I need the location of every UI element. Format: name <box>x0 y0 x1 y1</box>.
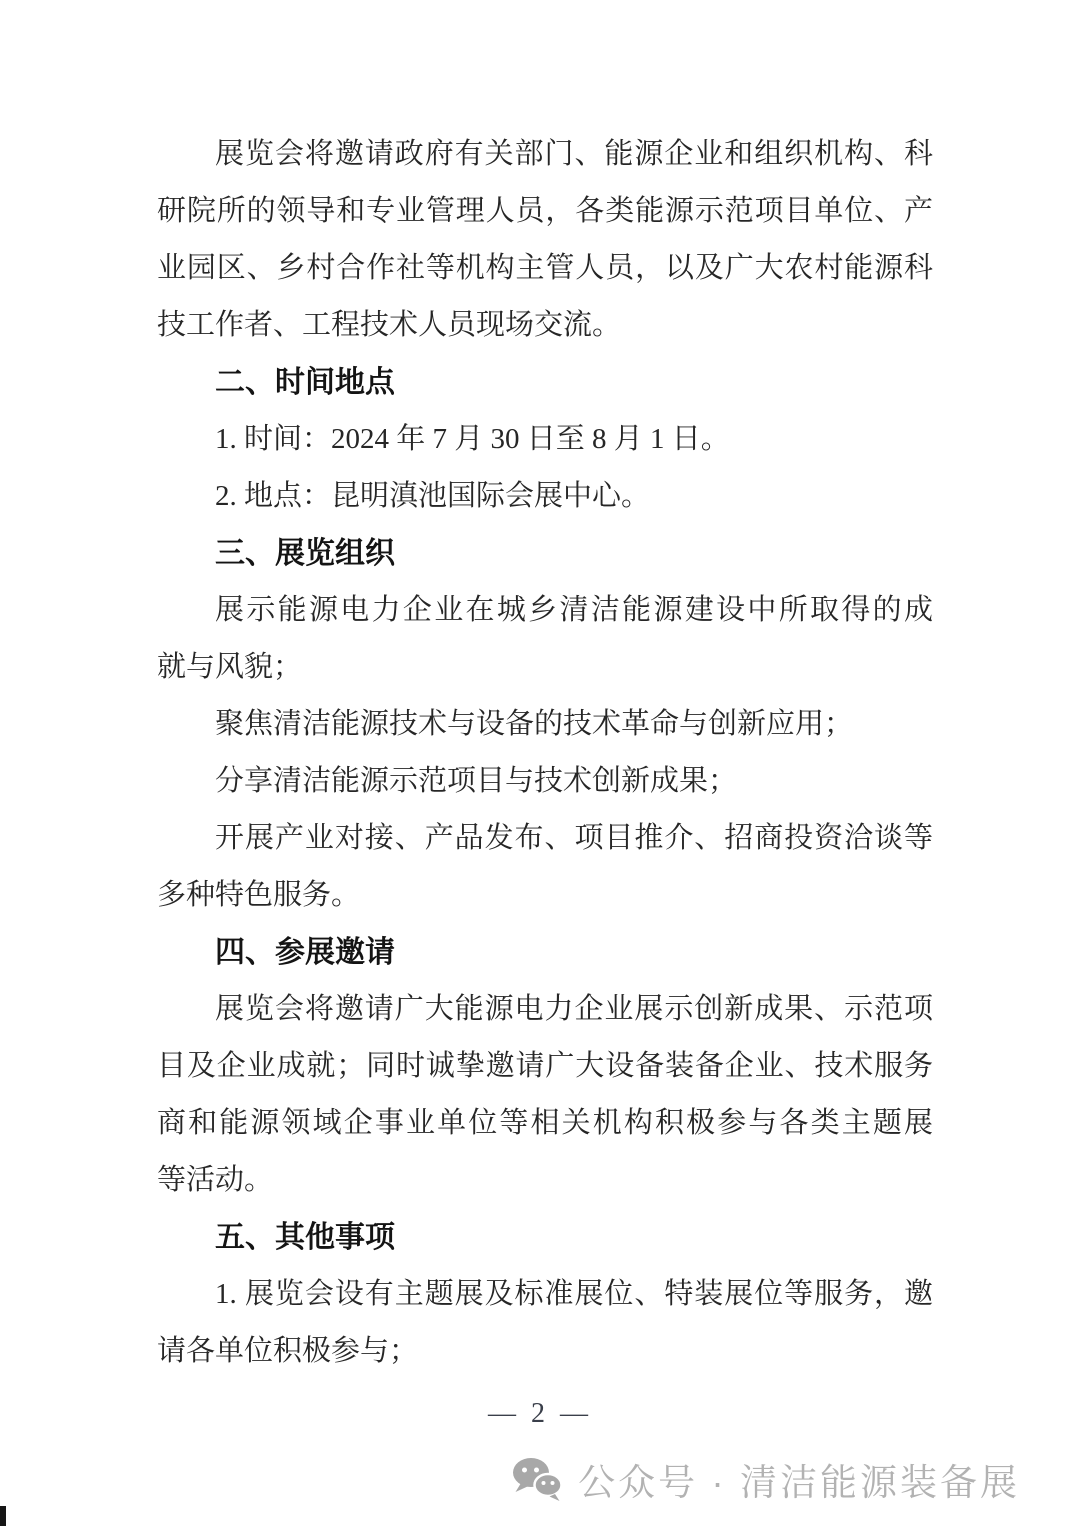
text-line: 多种特色服务。 <box>157 879 361 911</box>
text-line: 目及企业成就；同时诚挚邀请广大设备装备企业、技术服务 <box>157 1050 933 1082</box>
text-line: 展示能源电力企业在城乡清洁能源建设中所取得的成 <box>215 594 933 626</box>
text-line: 研院所的领导和专业管理人员，各类能源示范项目单位、产 <box>157 195 933 227</box>
wechat-icon <box>512 1457 562 1501</box>
text-line: 1. 时间：2024 年 7 月 30 日至 8 月 1 日。 <box>215 423 730 455</box>
document-body <box>157 126 933 1380</box>
wechat-watermark <box>512 1452 1020 1506</box>
text-line: 商和能源领域企事业单位等相关机构积极参与各类主题展 <box>157 1107 933 1139</box>
text-line: 1. 展览会设有主题展及标准展位、特装展位等服务，邀 <box>215 1278 933 1310</box>
section-heading: 二、时间地点 <box>215 366 395 399</box>
text-line: 等活动。 <box>157 1164 274 1196</box>
text-line: 技工作者、工程技术人员现场交流。 <box>157 309 622 341</box>
text-line: 2. 地点：昆明滇池国际会展中心。 <box>215 480 651 512</box>
wechat-watermark-label: 公众号 · 清洁能源装备展 <box>578 1462 1020 1503</box>
section-heading: 三、展览组织 <box>215 537 395 570</box>
text-line: 展览会将邀请政府有关部门、能源企业和组织机构、科 <box>215 138 933 170</box>
page-number: — 2 — <box>488 1398 592 1429</box>
scan-artifact-corner <box>0 1506 6 1526</box>
text-line: 请各单位积极参与； <box>157 1335 419 1367</box>
text-line: 业园区、乡村合作社等机构主管人员，以及广大农村能源科 <box>157 252 933 284</box>
text-line: 开展产业对接、产品发布、项目推介、招商投资洽谈等 <box>215 822 933 854</box>
section-heading: 四、参展邀请 <box>215 936 395 969</box>
text-line: 展览会将邀请广大能源电力企业展示创新成果、示范项 <box>215 993 933 1025</box>
text-line: 分享清洁能源示范项目与技术创新成果； <box>215 765 738 797</box>
text-line: 聚焦清洁能源技术与设备的技术革命与创新应用； <box>215 708 854 740</box>
text-line: 就与风貌； <box>157 651 303 683</box>
section-heading: 五、其他事项 <box>215 1221 395 1254</box>
